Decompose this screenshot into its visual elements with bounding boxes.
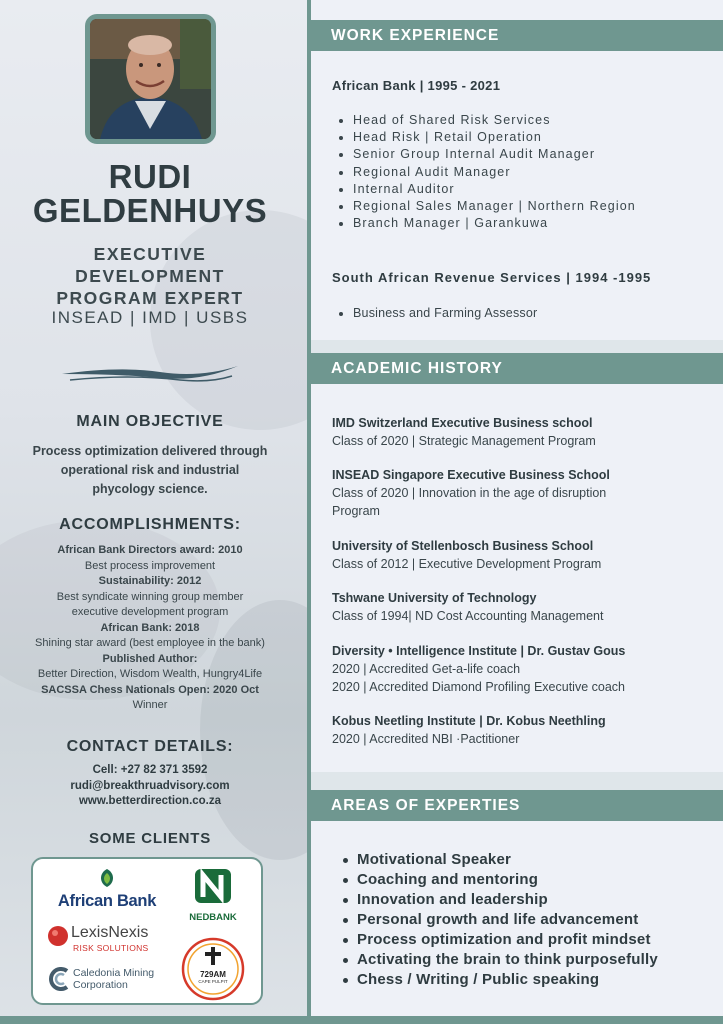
academic-entry: INSEAD Singapore Executive Business School Class of 2020 | Innovation in the age of disruption Program <box>332 468 610 518</box>
list-item: Activating the brain to think purposefully <box>341 950 658 970</box>
caledonia-logo: Caledonia Mining Corporation <box>49 967 179 996</box>
contact-email[interactable]: rudi@breakthruadvisory.com <box>70 779 230 792</box>
list-item: Coaching and mentoring <box>341 870 658 890</box>
contact-cell: Cell: +27 82 371 3592 <box>92 764 208 776</box>
accomplishment-detail: Better Direction, Wisdom Wealth, Hungry4Life <box>37 668 263 680</box>
academic-entry: University of Stellenbosch Business School Class of 2012 | Executive Development Program <box>332 539 602 571</box>
academic-entry: IMD Switzerland Executive Business school Class of 2020 | Strategic Management Program <box>332 416 596 448</box>
accomplishment-title: SACSSA Chess Nationals Open: 2020 Oct <box>41 683 259 696</box>
accomplishments-list <box>0 543 300 714</box>
employer-title: South African Revenue Services | 1994 -1995 <box>332 270 652 285</box>
role-line-1: EXECUTIVE <box>93 244 207 264</box>
left-sidebar <box>0 0 307 1024</box>
profile-photo <box>85 14 216 144</box>
accomplishment-detail: Best process improvement <box>84 559 216 572</box>
list-item: Senior Group Internal Audit Manager <box>332 146 636 163</box>
list-item: Chess / Writing / Public speaking <box>341 970 658 990</box>
african-bank-logo-icon <box>95 867 119 889</box>
accomplishment-detail: Winner <box>132 699 168 711</box>
academic-entry: Kobus Neetling Institute | Dr. Kobus Neethling 2020 | Accredited NBI ·Pactitioner <box>332 714 606 746</box>
accomplishments-heading: ACCOMPLISHMENTS: <box>59 516 241 533</box>
list-item: Regional Sales Manager | Northern Region <box>332 198 636 215</box>
role-line-3: PROGRAM EXPERT <box>56 288 244 308</box>
expertise-heading: AREAS OF EXPERTIES <box>311 790 723 821</box>
nedbank-logo: NEDBANK <box>181 867 245 923</box>
lexisnexis-logo: LexisNexis RISK SOLUTIONS <box>47 925 177 952</box>
list-item: Branch Manager | Garankuwa <box>332 215 636 232</box>
employer-roles-list <box>332 112 636 232</box>
african-bank-logo: African Bank <box>51 867 163 911</box>
decorative-swoosh <box>60 362 240 386</box>
accomplishment-detail: Shining star award (best employee in the bank) <box>35 637 265 649</box>
list-item: Personal growth and life advancement <box>341 910 658 930</box>
clients-heading: SOME CLIENTS <box>88 830 212 847</box>
contact-heading: CONTACT DETAILS: <box>66 738 234 755</box>
academic-history-heading: ACADEMIC HISTORY <box>311 353 723 384</box>
academic-entry: Diversity • Intelligence Institute | Dr. Gustav Gous 2020 | Accredited Get-a-life coach 2020 | Accredited Diamond Profiling Executive coach <box>332 644 626 694</box>
nedbank-logo-icon <box>193 867 233 905</box>
contact-website[interactable]: www.betterdirection.co.za <box>78 795 222 807</box>
academic-entry: Tshwane University of Technology Class of 1994| ND Cost Accounting Management <box>332 591 604 623</box>
accomplishment-title: African Bank: 2018 <box>100 621 200 634</box>
footer-bar <box>0 1016 723 1024</box>
list-item: Motivational Speaker <box>341 850 658 870</box>
list-item: Innovation and leadership <box>341 890 658 910</box>
list-item: Head of Shared Risk Services <box>332 112 636 129</box>
list-item: Regional Audit Manager <box>332 164 636 181</box>
list-item: Business and Farming Assessor <box>332 305 537 322</box>
accomplishment-title: Sustainability: 2012 <box>98 575 202 587</box>
first-name: RUDI <box>108 158 192 195</box>
list-item: Process optimization and profit mindset <box>341 930 658 950</box>
list-item: Internal Auditor <box>332 181 636 198</box>
accomplishment-title: African Bank Directors award: 2010 <box>57 544 243 556</box>
caledonia-logo-icon <box>49 967 71 991</box>
employer-title: African Bank | 1995 - 2021 <box>332 78 501 93</box>
accomplishment-title: Published Author: <box>102 652 198 665</box>
work-experience-heading: WORK EXPERIENCE <box>311 20 723 51</box>
list-item: Head Risk | Retail Operation <box>332 129 636 146</box>
schools-line: INSEAD | IMD | USBS <box>51 308 249 327</box>
objective-heading: MAIN OBJECTIVE <box>76 413 224 430</box>
clients-logos-box <box>31 857 263 1005</box>
accomplishment-detail: Best syndicate winning group member executive development program <box>56 590 244 618</box>
radio-station-logo: 729AM CAPE PULPIT <box>181 937 245 1001</box>
expertise-list <box>341 850 658 990</box>
last-name: GELDENHUYS <box>32 192 268 229</box>
radio-station-logo-icon <box>181 937 245 1001</box>
lexisnexis-logo-icon <box>47 925 69 947</box>
main-content <box>311 0 723 1024</box>
objective-text: Process optimization delivered through operational risk and industrial phycology science. <box>32 444 268 496</box>
employer-roles-list <box>332 305 537 322</box>
contact-details <box>0 763 300 810</box>
role-line-2: DEVELOPMENT <box>75 266 225 286</box>
